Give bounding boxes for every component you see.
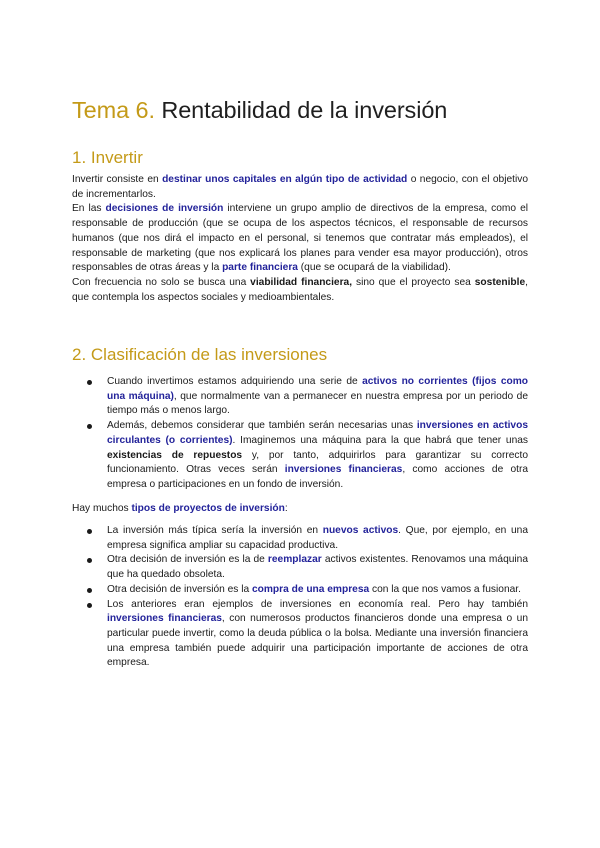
keyword: inversiones financieras xyxy=(284,464,403,476)
bullet-icon xyxy=(87,424,92,429)
text: Hay muchos xyxy=(72,503,132,514)
title-name: Rentabilidad de la inversión xyxy=(161,97,448,123)
text: , que normalmente van a permanecer en nuestra empresa por un periodo de tiempo más o menos largo. xyxy=(107,390,528,417)
text: (que se ocupará de la viabilidad). xyxy=(297,262,451,274)
paragraph xyxy=(72,502,528,517)
bullet-icon xyxy=(87,558,92,563)
text: interviene un grupo amplio de directivos de la empresa, como el responsable de producción (que se ocupa de los aspectos técnicos, el responsable de recursos humanos (que nos dirá el impacto en el personal, si tenemos que contratar más empleados), el responsable de marketing (que nos explicará los planes para vender esa mayor producción), otros responsables de otras áreas y la xyxy=(72,203,529,274)
text: o negocio, con el objetivo de incrementarlos. xyxy=(72,174,528,200)
text: Invertir consiste en xyxy=(72,174,163,185)
section-2-heading: 2. Clasificación de las inversiones xyxy=(72,345,328,364)
text: sino que el proyecto sea xyxy=(352,276,475,288)
text: : xyxy=(284,503,288,514)
text: , como acciones de otra empresa o participaciones en un fondo de inversión. xyxy=(107,464,528,490)
page-title xyxy=(72,97,447,124)
list-item xyxy=(72,375,528,419)
keyword: inversiones en activos circulantes (o corrientes) xyxy=(107,420,528,446)
bullet-icon xyxy=(87,529,92,534)
paragraph xyxy=(72,202,528,276)
text: y, por tanto, adquirirlos para garantizar su correcto funcionamiento. Otras veces serán xyxy=(107,449,528,476)
text: , que contempla los aspectos sociales y medioambientales. xyxy=(72,276,528,303)
section-2-intro xyxy=(72,502,528,517)
title-number: Tema 6. xyxy=(72,97,155,123)
keyword: activos no corrientes (fijos como una máquina) xyxy=(107,376,528,402)
text: Con frecuencia no solo se busca una xyxy=(72,276,251,288)
keyword: decisiones de inversión xyxy=(105,203,224,215)
bold-text: existencias de repuestos xyxy=(107,449,243,461)
text: con la que nos vamos a fusionar. xyxy=(369,583,521,595)
text: . Que, por ejemplo, en una empresa significa ampliar su capacidad productiva. xyxy=(107,525,528,551)
section-1-body xyxy=(72,173,528,305)
section-1-heading: 1. Invertir xyxy=(72,148,143,167)
keyword: destinar unos capitales en algún tipo de actividad xyxy=(162,174,408,185)
bold-text: sostenible xyxy=(474,276,526,288)
bullet-icon xyxy=(87,380,92,385)
keyword: tipos de proyectos de inversión xyxy=(131,503,285,514)
keyword: reemplazar xyxy=(267,554,322,566)
list-item xyxy=(72,524,528,553)
text: La inversión más típica sería la inversión en xyxy=(107,525,323,536)
keyword: compra de una empresa xyxy=(251,583,370,595)
text: Los anteriores eran ejemplos de inversiones en economía real. Pero hay también xyxy=(107,598,528,610)
keyword: inversiones financieras xyxy=(107,613,222,625)
text: , con numerosos productos financieros donde una empresa o un particular puede invertir, como la deuda pública o la bolsa. Mediante una inversión financiera una empresa también puede adquirir una participación importante de acciones de otra empresa. xyxy=(107,613,529,669)
text: Otra decisión de inversión es la xyxy=(107,583,252,595)
bullet-icon xyxy=(87,603,92,608)
paragraph xyxy=(72,276,528,305)
list-item xyxy=(72,598,528,672)
text: Cuando invertimos estamos adquiriendo una serie de xyxy=(107,376,363,387)
bullet-icon xyxy=(87,588,92,593)
section-2-list-2 xyxy=(72,524,528,671)
text: Otra decisión de inversión es la de xyxy=(107,554,268,566)
list-item xyxy=(72,553,528,582)
text: Además, debemos considerar que también serán necesarias unas xyxy=(107,420,417,432)
text: En las xyxy=(72,203,106,215)
text: activos existentes. Renovamos una máquina que ha quedado obsoleta. xyxy=(107,554,529,581)
paragraph xyxy=(72,173,528,202)
list-item xyxy=(72,419,528,493)
list-item xyxy=(72,583,528,598)
keyword: nuevos activos xyxy=(322,525,399,536)
section-2-list-1 xyxy=(72,375,528,493)
text: . Imaginemos una máquina para la que habrá que tener unas xyxy=(232,434,528,446)
bold-text: viabilidad financiera, xyxy=(250,276,353,288)
keyword: parte financiera xyxy=(222,262,298,274)
